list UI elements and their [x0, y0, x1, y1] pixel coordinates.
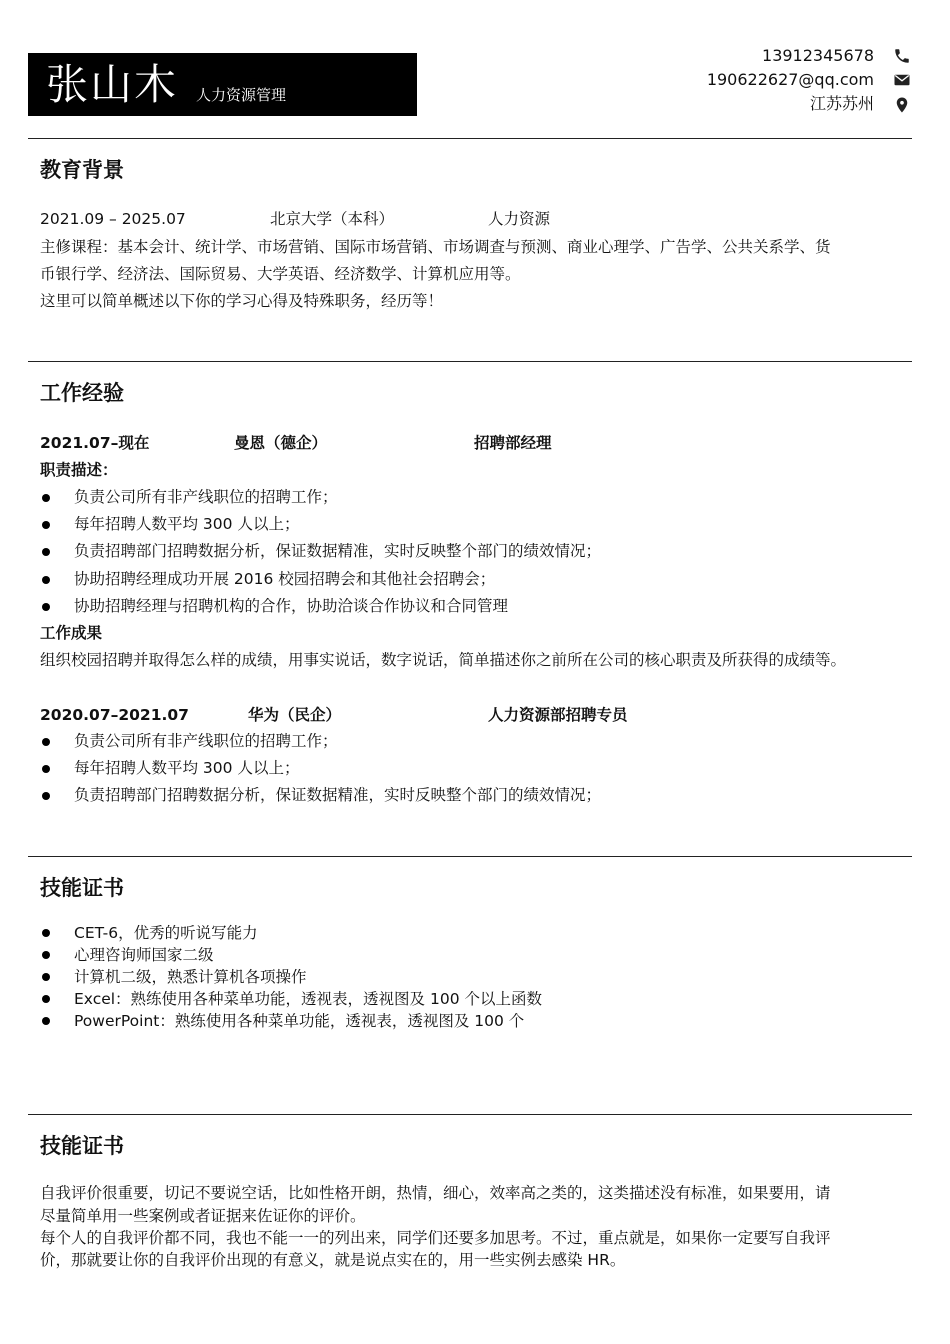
email-address: 190622627@qq.com: [706, 70, 874, 89]
list-item: 负责公司所有非产线职位的招聘工作；: [40, 728, 601, 755]
job-position: 人力资源部招聘专员: [488, 706, 628, 724]
job-company: 曼恩（德企）: [234, 434, 328, 452]
job-duties-list: [40, 484, 601, 620]
location: 江苏苏州: [809, 94, 874, 113]
job-duties-list: [40, 728, 601, 810]
section-divider: [28, 1114, 912, 1115]
list-item: CET-6，优秀的听说写能力: [40, 922, 542, 944]
skills-heading: 技能证书: [40, 876, 124, 900]
education-courses: 主修课程：基本会计、统计学、市场营销、国际市场营销、市场调查与预测、商业心理学、广告学、公共关系学、货: [40, 238, 831, 256]
education-heading: 教育背景: [40, 158, 124, 182]
list-item: 协助招聘经理成功开展 2016 校园招聘会和其他社会招聘会；: [40, 566, 601, 593]
self-eval-text: 每个人的自我评价都不同，我也不能一一的列出来，同学们还要多加思考。不过，重点就是，如果你一定要写自我评: [40, 1229, 831, 1247]
self-eval-heading: 技能证书: [40, 1134, 124, 1158]
education-period: 2021.09 – 2025.07: [40, 210, 186, 228]
job-results: 组织校园招聘并取得怎么样的成绩，用事实说话，数字说话，简单描述你之前所在公司的核心职责及所获得的成绩等。: [40, 651, 847, 669]
list-item: Excel：熟练使用各种菜单功能，透视表，透视图及 100 个以上函数: [40, 988, 542, 1010]
job-title: 人力资源管理: [196, 86, 287, 104]
job-company: 华为（民企）: [248, 706, 342, 724]
list-item: 心理咨询师国家二级: [40, 944, 542, 966]
section-divider: [28, 138, 912, 139]
job-period: 2021.07–现在: [40, 434, 150, 452]
list-item: 每年招聘人数平均 300 人以上；: [40, 755, 601, 782]
list-item: 负责公司所有非产线职位的招聘工作；: [40, 484, 601, 511]
education-major: 人力资源: [488, 210, 551, 228]
self-eval-text: 价，那就要让你的自我评价出现的有意义，就是说点实在的，用一些实例去感染 HR。: [40, 1251, 626, 1269]
section-divider: [28, 856, 912, 857]
job-period: 2020.07–2021.07: [40, 706, 189, 724]
list-item: 计算机二级，熟悉计算机各项操作: [40, 966, 542, 988]
envelope-icon: [893, 71, 911, 89]
work-heading: 工作经验: [40, 381, 124, 405]
list-item: 负责招聘部门招聘数据分析，保证数据精准，实时反映整个部门的绩效情况；: [40, 782, 601, 809]
results-label: 工作成果: [40, 624, 103, 642]
list-item: PowerPoint：熟练使用各种菜单功能，透视表，透视图及 100 个: [40, 1010, 542, 1032]
self-eval-text: 尽量简单用一些案例或者证据来佐证你的评价。: [40, 1207, 366, 1225]
education-school: 北京大学（本科）: [270, 210, 395, 228]
job-position: 招聘部经理: [474, 434, 552, 452]
list-item: 协助招聘经理与招聘机构的合作，协助洽谈合作协议和合同管理: [40, 593, 601, 620]
list-item: 每年招聘人数平均 300 人以上；: [40, 511, 601, 538]
education-courses-cont: 币银行学、经济法、国际贸易、大学英语、经济数学、计算机应用等。: [40, 265, 521, 283]
map-pin-icon: [893, 96, 911, 114]
self-eval-text: 自我评价很重要，切记不要说空话，比如性格开朗，热情，细心，效率高之类的，这类描述没有标准，如果要用，请: [40, 1184, 831, 1202]
list-item: 负责招聘部门招聘数据分析，保证数据精准，实时反映整个部门的绩效情况；: [40, 538, 601, 565]
candidate-name: 张山木: [46, 60, 179, 109]
phone-icon: [893, 47, 911, 65]
section-divider: [28, 361, 912, 362]
education-note: 这里可以简单概述以下你的学习心得及特殊职务，经历等！: [40, 292, 444, 310]
skills-list: [40, 922, 542, 1032]
duties-label: 职责描述：: [40, 461, 118, 479]
phone-number: 13912345678: [762, 46, 874, 65]
